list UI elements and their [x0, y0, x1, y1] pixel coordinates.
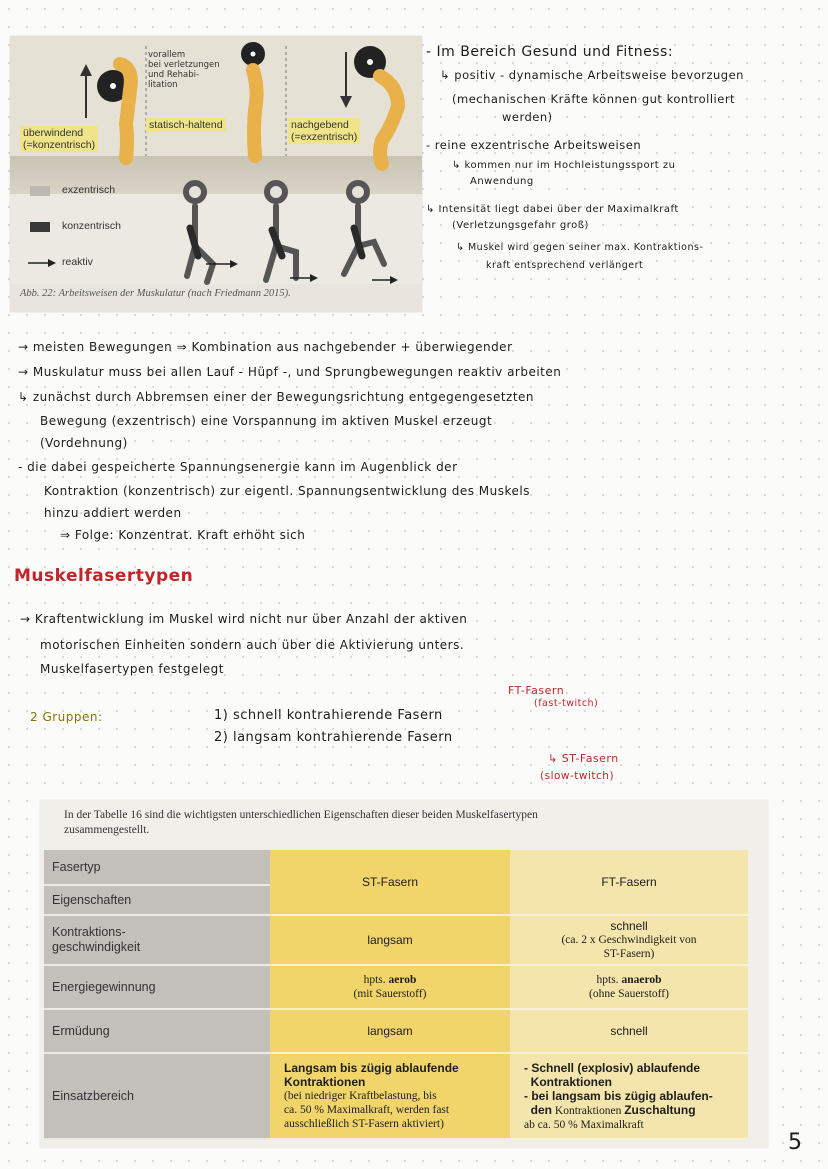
cell-ft-kontraktion-main: schnell	[610, 919, 648, 933]
cell-st-energie-pre: hpts.	[363, 974, 389, 986]
cell-ft-einsatz-line2b: Kontraktionen	[552, 1104, 625, 1117]
st-note: ↳ ST-Fasern	[548, 752, 619, 765]
cell-ft-einsatz-line2c: Zuschaltung	[624, 1102, 696, 1117]
row-label-energie-text: Energiegewinnung	[52, 980, 156, 994]
ft-sub-note: (fast-twitch)	[534, 698, 599, 709]
group-item-2: 2) langsam kontrahierende Fasern	[214, 730, 453, 745]
section-heading: Muskelfasertypen	[14, 566, 194, 586]
label-nachgebend: nachgebend (=exzentrisch)	[288, 118, 360, 144]
note-right-2: ↳ positiv - dynamische Arbeitsweise bevorzugen	[440, 68, 744, 82]
note-mid-2: → Muskulatur muss bei allen Lauf - Hüpf -, und Sprungbewegungen reaktiv arbeiten	[18, 365, 562, 379]
header-ft-fasern	[510, 850, 748, 916]
note-right-8: ↳ Intensität liegt dabei über der Maximalkraft	[426, 204, 679, 215]
cell-st-ermuedung-text: langsam	[367, 1024, 413, 1038]
label-rehab-note: vorallem bei verletzungen und Rehabi- litation	[148, 50, 220, 90]
groups-label: 2 Gruppen:	[30, 710, 103, 724]
row-label-energie	[44, 966, 270, 1010]
note-fiber-2: motorischen Einheiten sondern auch über die Aktivierung unters.	[40, 638, 465, 652]
note-fiber-1: → Kraftentwicklung im Muskel wird nicht nur über Anzahl der aktiven	[20, 612, 468, 626]
cell-ft-einsatz	[510, 1054, 748, 1140]
cell-st-energie	[270, 966, 510, 1010]
cell-ft-energie-pre: hpts.	[596, 974, 622, 986]
cell-st-kontraktion	[270, 916, 510, 966]
row-label-einsatz-text: Einsatzbereich	[52, 1089, 134, 1103]
cell-ft-energie	[510, 966, 748, 1010]
legend-label-konzentrisch: konzentrisch	[62, 220, 121, 232]
note-right-1: - Im Bereich Gesund und Fitness:	[426, 44, 674, 60]
cell-ft-energie-main: anaerob	[621, 974, 662, 986]
note-mid-1: → meisten Bewegungen ⇒ Kombination aus nachgebender + überwiegender	[18, 340, 513, 354]
cell-ft-einsatz-line3: ab ca. 50 % Maximalkraft	[524, 1118, 644, 1131]
muscle-work-figure	[10, 36, 422, 312]
row-label-einsatz	[44, 1054, 270, 1140]
legend-arrow-reaktiv	[28, 258, 56, 268]
note-mid-7: Kontraktion (konzentrisch) zur eigentl. Spannungsentwicklung des Muskels	[44, 484, 530, 498]
note-right-4: werden)	[502, 110, 553, 124]
header-st-fasern	[270, 850, 510, 916]
cell-st-einsatz-bold: Langsam bis zügig ablaufende Kontraktionen	[284, 1061, 459, 1089]
row-label-kontraktion-text: Kontraktions- geschwindigkeit	[52, 925, 141, 954]
note-mid-5: (Vordehnung)	[40, 436, 128, 450]
header-fasertyp-text: Fasertyp	[52, 860, 101, 874]
header-eigenschaften-text: Eigenschaften	[52, 893, 132, 907]
cell-st-energie-sub: (mit Sauerstoff)	[353, 988, 427, 1000]
label-ueberwindend: überwindend (=konzentrisch)	[20, 126, 98, 152]
legend-label-reaktiv: reaktiv	[62, 256, 93, 268]
note-mid-4: Bewegung (exzentrisch) eine Vorspannung im aktiven Muskel erzeugt	[40, 414, 493, 428]
note-fiber-3: Muskelfasertypen festgelegt	[40, 662, 224, 676]
cell-st-einsatz	[270, 1054, 510, 1140]
cell-st-kontraktion-text: langsam	[367, 933, 413, 947]
note-mid-8: hinzu addiert werden	[44, 506, 182, 520]
cell-ft-kontraktion	[510, 916, 748, 966]
note-right-6: ↳ kommen nur im Hochleistungssport zu	[452, 160, 676, 171]
row-label-ermuedung-text: Ermüdung	[52, 1024, 110, 1038]
cell-ft-energie-sub: (ohne Sauerstoff)	[589, 988, 669, 1000]
note-right-9: (Verletzungsgefahr groß)	[452, 220, 589, 231]
header-ft-text: FT-Fasern	[601, 875, 657, 889]
header-eigenschaften	[44, 886, 270, 916]
ft-note: FT-Fasern	[508, 684, 565, 697]
cell-ft-ermuedung	[510, 1010, 748, 1054]
cell-ft-kontraktion-sub: (ca. 2 x Geschwindigkeit von ST-Fasern)	[561, 934, 697, 960]
note-mid-9: ⇒ Folge: Konzentrat. Kraft erhöht sich	[60, 528, 306, 542]
note-right-7: Anwendung	[470, 176, 534, 187]
cell-st-energie-main: aerob	[388, 974, 417, 986]
note-right-3: (mechanischen Kräfte können gut kontrolliert	[452, 92, 736, 106]
cell-ft-ermuedung-text: schnell	[610, 1024, 648, 1038]
row-label-ermuedung	[44, 1010, 270, 1054]
header-st-text: ST-Fasern	[361, 875, 418, 889]
cell-ft-einsatz-line1: - Schnell (explosiv) ablaufende Kontraktionen	[524, 1060, 701, 1089]
note-mid-6: - die dabei gespeicherte Spannungsenergie kann im Augenblick der	[18, 460, 458, 474]
table-intro: In der Tabelle 16 sind die wichtigsten unterschiedlichen Eigenschaften dieser beiden Muskelfasertypen zusammengestellt.	[64, 809, 538, 836]
note-right-10: ↳ Muskel wird gegen seiner max. Kontraktions-	[456, 242, 704, 253]
cell-ft-einsatz-line2: - bei langsam bis zügig ablaufen- den	[524, 1088, 713, 1117]
note-right-5: - reine exzentrische Arbeitsweisen	[426, 138, 642, 152]
group-item-1: 1) schnell kontrahierende Fasern	[214, 708, 443, 723]
note-mid-3: ↳ zunächst durch Abbremsen einer der Bewegungsrichtung entgegengesetzten	[18, 390, 535, 404]
cell-st-einsatz-text: (bei niedriger Kraftbelastung, bis ca. 50 % Maximalkraft, werden fast ausschließlich ST-Fasern aktiviert)	[284, 1090, 450, 1130]
st-sub-note: (slow-twitch)	[540, 770, 615, 782]
header-fasertyp	[44, 850, 270, 886]
legend-swatch-exzentrisch	[30, 186, 50, 196]
fiber-type-table-photo	[40, 800, 768, 1148]
legend-swatch-konzentrisch	[30, 222, 50, 232]
figure-caption: Abb. 22: Arbeitsweisen der Muskulatur (nach Friedmann 2015).	[20, 288, 291, 299]
cell-st-ermuedung	[270, 1010, 510, 1054]
note-right-11: kraft entsprechend verlängert	[486, 260, 644, 271]
label-statisch: statisch-haltend	[146, 118, 226, 132]
page-number: 5	[788, 1130, 802, 1155]
legend-label-exzentrisch: exzentrisch	[62, 184, 116, 196]
row-label-kontraktion	[44, 916, 270, 966]
